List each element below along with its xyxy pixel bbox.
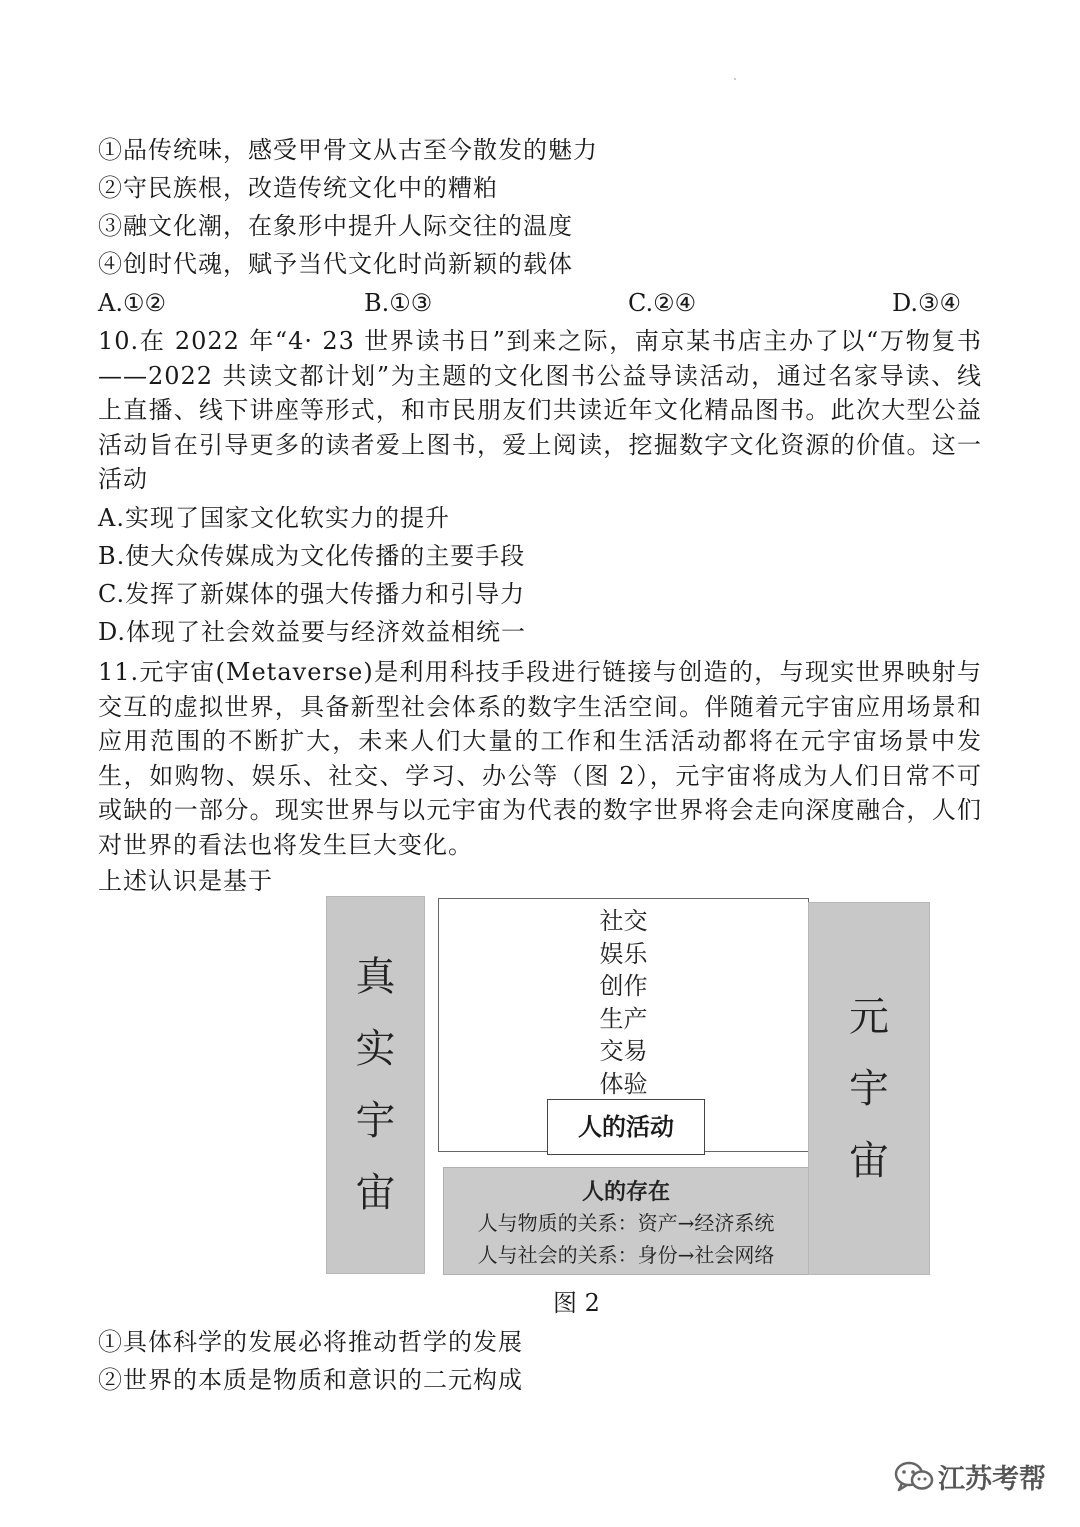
q11-item-1: ①具体科学的发展必将推动哲学的发展 [98, 1328, 523, 1356]
q11-prompt: 上述认识是基于 [98, 867, 273, 895]
activity-item: 体验 [599, 1069, 648, 1098]
real-universe-char: 宙 [355, 1170, 396, 1216]
activities-list [439, 905, 808, 1100]
real-universe-char: 真 [355, 954, 396, 1000]
wechat-search-icon [894, 1460, 934, 1494]
watermark-text: 江苏考帮 [938, 1464, 1046, 1495]
q10-stem: 10.在 2022 年“4· 23 世界读书日”到来之际，南京某书店主办了以“万物复书——2022 共读文都计划”为主题的文化图书公益导读活动，通过名家导读、线上直播、线下讲座等形式，和市民朋友们共读近年文化精品图书。此次大型公益活动旨在引导更多的读者爱上图书，爱上阅读，挖掘数字文化资源的价值。这一活动 [98, 327, 982, 494]
q9-item-1: ①品传统味，感受甲骨文从古至今散发的魅力 [98, 136, 598, 164]
speck [734, 78, 736, 80]
q10-option-d: D.体现了社会效益要与经济效益相统一 [98, 618, 527, 646]
existence-line: 人与物质的关系：资产→经济系统 [477, 1211, 775, 1235]
q9-option-c: C.②④ [628, 289, 697, 317]
metaverse-panel [808, 902, 930, 1275]
q9-option-b: B.①③ [364, 289, 433, 317]
existence-title: 人的存在 [581, 1179, 670, 1205]
real-universe-char: 实 [355, 1026, 396, 1072]
real-universe-panel [326, 896, 425, 1274]
activity-item: 生产 [599, 1004, 648, 1033]
metaverse-char: 宇 [849, 1065, 889, 1112]
q10-option-c: C.发挥了新媒体的强大传播力和引导力 [98, 580, 526, 608]
human-activity-box: 人的活动 [547, 1099, 705, 1155]
q10-option-a: A.实现了国家文化软实力的提升 [98, 504, 450, 532]
activities-panel [438, 898, 809, 1152]
metaverse-char: 元 [849, 993, 889, 1040]
activity-item: 娱乐 [599, 939, 648, 968]
q9-option-d: D.③④ [892, 289, 962, 317]
q9-item-2: ②守民族根，改造传统文化中的糟粕 [98, 174, 498, 202]
activity-item: 社交 [599, 907, 648, 935]
q11-item-2: ②世界的本质是物质和意识的二元构成 [98, 1366, 523, 1394]
metaverse-char: 宙 [849, 1137, 889, 1184]
activity-item: 交易 [599, 1037, 648, 1065]
q9-item-3: ③融文化潮，在象形中提升人际交往的温度 [98, 212, 573, 240]
real-universe-char: 宇 [355, 1098, 396, 1144]
q9-item-4: ④创时代魂，赋予当代文化时尚新颖的载体 [98, 250, 573, 278]
activity-item: 创作 [599, 972, 648, 1000]
watermark [894, 1457, 1046, 1496]
q9-option-a: A.①② [98, 289, 166, 317]
q10-option-b: B.使大众传媒成为文化传播的主要手段 [98, 542, 526, 570]
q11-stem: 11.元宇宙(Metaverse)是利用科技手段进行链接与创造的，与现实世界映射与交互的虚拟世界，具备新型社会体系的数字生活空间。伴随着元宇宙应用场景和应用范围的不断扩大，未来人们大量的工作和生活活动都将在元宇宙场景中发生，如购物、娱乐、社交、学习、办公等（图 2），元宇宙将成为人们日常不可或缺的一部分。现实世界与以元宇宙为代表的数字世界将会走向深度融合，人们对世界的看法也将发生巨大变化。 [98, 658, 982, 859]
human-existence-panel [443, 1167, 809, 1275]
figure-caption: 图 2 [553, 1289, 600, 1317]
existence-line: 人与社会的关系：身份→社会网络 [477, 1243, 775, 1267]
